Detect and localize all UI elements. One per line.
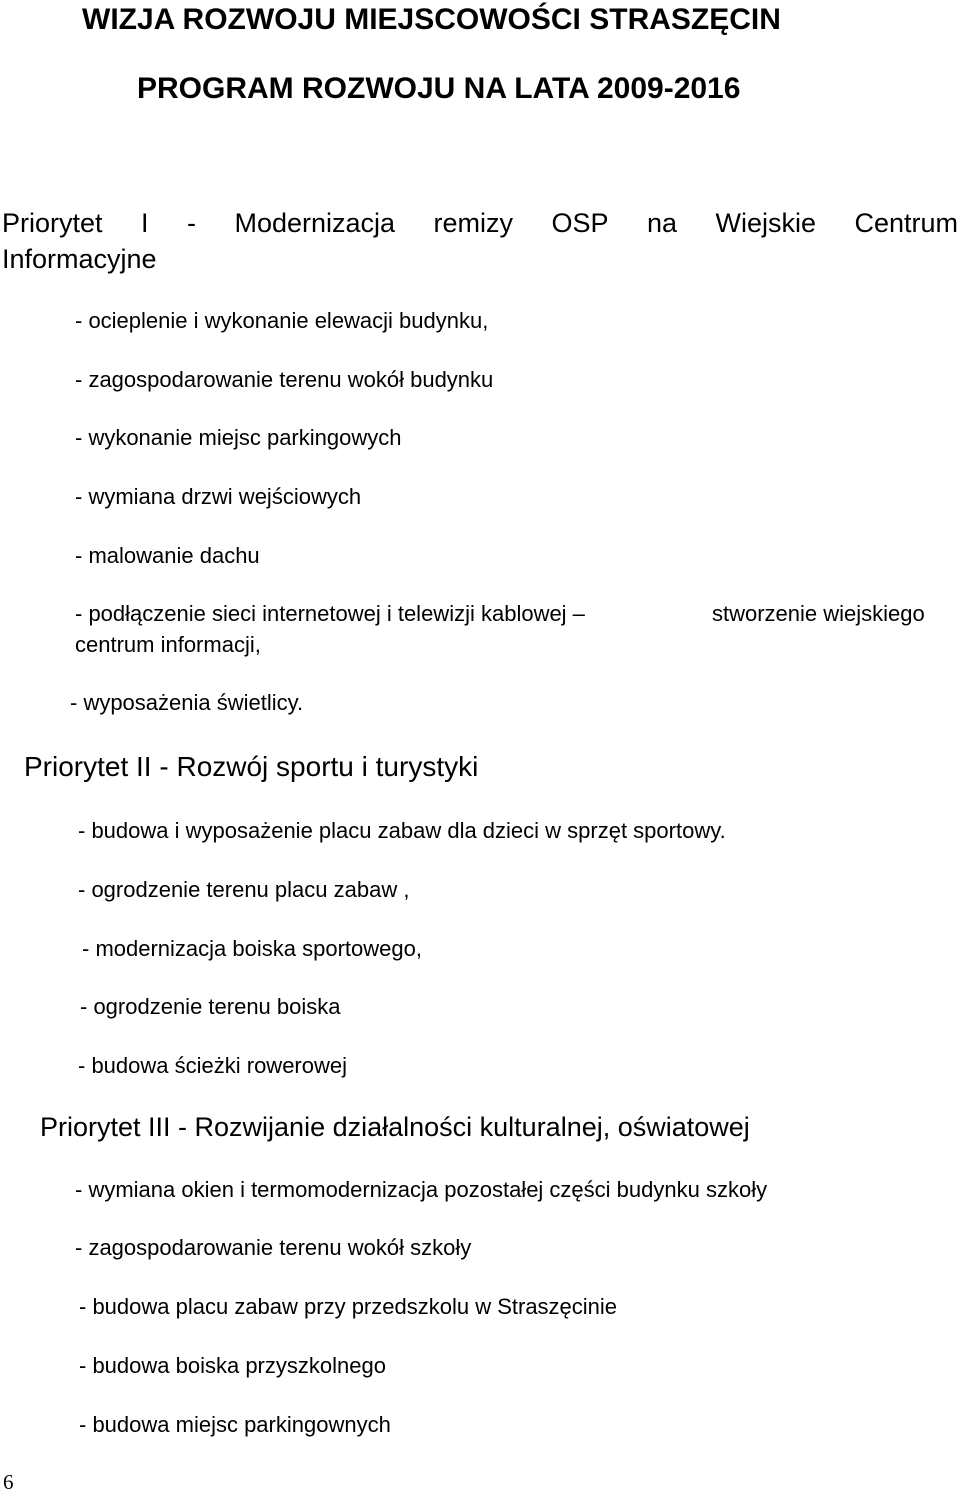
priority2-item: - modernizacja boiska sportowego, (82, 936, 422, 961)
priority1-item: stworzenie wiejskiego (712, 601, 925, 626)
priority2-item: - ogrodzenie terenu placu zabaw , (78, 877, 410, 902)
priority1-item: - wymiana drzwi wejściowych (75, 484, 362, 509)
priority1-heading-word: remizy (433, 208, 513, 238)
document-title-line1: WIZJA ROZWOJU MIEJSCOWOŚCI STRASZĘCIN (82, 3, 781, 36)
priority2-item: - budowa ścieżki rowerowej (78, 1053, 347, 1078)
priority3-item: - budowa boiska przyszkolnego (79, 1353, 386, 1378)
priority1-heading-cont: Informacyjne (2, 244, 157, 274)
priority3-item: - budowa miejsc parkingownych (79, 1412, 391, 1437)
priority1-item: - wykonanie miejsc parkingowych (75, 425, 402, 450)
priority1-item: - podłączenie sieci internetowej i telewizji kablowej – (75, 601, 585, 626)
priority1-heading-word: Priorytet (2, 208, 103, 238)
priority1-heading-word: OSP (551, 208, 609, 238)
priority1-heading-word: na (646, 208, 678, 238)
priority1-item: - wyposażenia świetlicy. (70, 690, 304, 715)
priority1-heading (2, 208, 958, 239)
priority3-item: - budowa placu zabaw przy przedszkolu w Straszęcinie (79, 1294, 618, 1319)
priority1-heading-word: Centrum (854, 208, 958, 238)
priority1-heading-word: - (186, 208, 196, 238)
priority1-item-cont: centrum informacji, (75, 632, 261, 657)
page-number: 6 (3, 1470, 14, 1494)
priority3-item: - wymiana okien i termomodernizacja pozostałej części budynku szkoły (75, 1177, 768, 1202)
priority1-heading-word: I (141, 208, 149, 238)
priority2-item: - budowa i wyposażenie placu zabaw dla dzieci w sprzęt sportowy. (78, 818, 726, 843)
priority1-heading-word: Wiejskie (715, 208, 816, 238)
priority3-item: - zagospodarowanie terenu wokół szkoły (75, 1235, 472, 1260)
priority2-item: - ogrodzenie terenu boiska (80, 994, 341, 1019)
priority3-heading: Priorytet III - Rozwijanie działalności kulturalnej, oświatowej (40, 1112, 750, 1142)
priority1-item: - zagospodarowanie terenu wokół budynku (75, 367, 494, 392)
document-title-line2: PROGRAM ROZWOJU NA LATA 2009-2016 (137, 72, 741, 105)
priority2-heading: Priorytet II - Rozwój sportu i turystyki (24, 751, 479, 782)
priority1-heading-word: Modernizacja (234, 208, 396, 238)
priority1-item: - malowanie dachu (75, 543, 260, 568)
priority1-item: - ocieplenie i wykonanie elewacji budynku, (75, 308, 489, 333)
